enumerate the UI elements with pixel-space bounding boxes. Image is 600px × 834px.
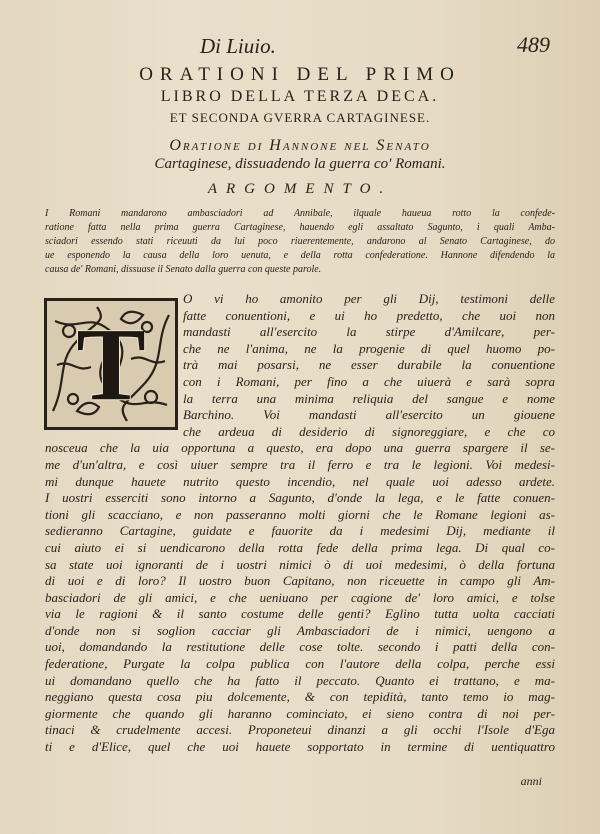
heading-line-3: ET SECONDA GVERRA CARTAGINESE. bbox=[169, 110, 431, 125]
body-line: che ne l'anima, ne la progenie di quel huomo po- bbox=[183, 340, 555, 356]
body-line: con i Romani, per fino a che uiuerà e sarà sopra bbox=[183, 373, 555, 389]
argument-summary bbox=[45, 207, 555, 277]
body-line: nosceua che la uia opportuna a questo, era dopo una guerra spargere il se- bbox=[45, 440, 555, 456]
oration-title bbox=[40, 136, 560, 174]
summary-line: causa de' Romani, dissuase il Senato dalla guerra con queste parole. bbox=[45, 264, 322, 275]
oration-title-line-1: Oratione di Hannone nel Senato bbox=[169, 137, 431, 154]
summary-line: I Romani mandarono ambasciadori ad Annibale, ilquale haueua rotto la confede- bbox=[45, 208, 555, 219]
oration-body bbox=[45, 291, 555, 756]
body-line: d'onde non si soglion cacciar gli Ambasciadori de i nimici, uengono a bbox=[45, 622, 555, 638]
body-line: sa state uoi ignoranti de i uostri nimici ò di uoi medesimi, ò della fortuna bbox=[45, 556, 555, 572]
body-line: cui aiuto ei si uendicarono della rotta fede della prima lega. Di qual co- bbox=[45, 539, 555, 555]
body-line: basciadori de gli amici, e che ueniuano per cagione de' loro amici, e tolse bbox=[45, 589, 555, 605]
argomento-heading: ARGOMENTO. bbox=[207, 181, 393, 197]
body-line: uoi, domandando la restitutione delle cose tolte. secondo i patti della con- bbox=[45, 639, 555, 655]
summary-line: ratione fatta nella prima guerra Cartaginese, hauendo egli assaltato Sagunto, i quali Amba- bbox=[45, 222, 555, 233]
summary-line: ue esponendo la causa della loro uenuta, e della rotta confederatione. Hannone difendendo la bbox=[45, 250, 555, 261]
heading-line-2: LIBRO DELLA TERZA DECA. bbox=[160, 88, 440, 105]
running-head-title: Di Liuio. bbox=[200, 34, 276, 58]
body-line: tioni gli scacciano, e non passeranno molti giorni che le Romane legioni as- bbox=[45, 506, 555, 522]
summary-line: sciadori essendo stati riceuuti da lui poco riuerentemente, andarono al Senato Cartaginese, do bbox=[45, 236, 555, 247]
heading-line-1: ORATIONI DEL PRIMO bbox=[139, 64, 461, 85]
running-head bbox=[40, 30, 560, 58]
body-line: O vi ho amonito per gli Dij, testimoni delle bbox=[183, 291, 555, 306]
oration-title-line-2: Cartaginese, dissuadendo la guerra co' Romani. bbox=[154, 156, 446, 172]
body-line: mandasti all'esercito la stirpe d'Amilcare, per- bbox=[183, 324, 555, 340]
body-line: che ardeua di desiderio di signoreggiare, e che co bbox=[183, 423, 555, 439]
body-line: federatione, Purgate la colpa publica con l'autore della colpa, perche essi bbox=[45, 656, 555, 672]
body-line: mi dunque hauete nutrito questo incendio, nel quale uoi adesso ardete. bbox=[45, 473, 555, 489]
body-line: fatte conuentioni, e ui ho predetto, che uoi non bbox=[183, 307, 555, 323]
body-line: Barchino. Voi mandasti all'esercito un giouene bbox=[183, 407, 555, 423]
page-number: 489 bbox=[517, 32, 550, 57]
body-line: sedieranno Cartagine, guidate e fauorite da i medesimi Dij, mediante il bbox=[45, 523, 555, 539]
body-line: giormente che quando gli haranno cominciato, ei sieno contra di noi per- bbox=[45, 705, 555, 721]
body-line: la terra una minima reliquia del sangue e nome bbox=[183, 390, 555, 406]
catchword: anni bbox=[520, 774, 542, 788]
body-line: tinaci & crudelmente accesi. Proponeteui dinanzi a gli occhi l'Isole d'Ega bbox=[45, 722, 555, 738]
body-line: ui domandano quello che ha fatto il peccato. Quanto ei trattano, e ma- bbox=[45, 672, 555, 688]
body-line: trà mai posarsi, ne esser durabile la conuentione bbox=[183, 357, 555, 373]
body-line: me d'un'altra, e così uiuer sempre tra il ferro e tra le legioni. Voi medesi- bbox=[45, 456, 555, 472]
body-line: ti e d'Elice, quel che uoi hauete sopportato in termine di uentiquattro bbox=[45, 739, 555, 755]
body-line: neggiano questa cosa piu dolcemente, & con tepidità, tanto temo io mag- bbox=[45, 689, 555, 705]
body-line: via le ragioni & il santo costume delle genti? Eglino tutta uolta cacciati bbox=[45, 606, 555, 622]
body-line: di uoi e di loro? Il uostro buon Capitano, non riceuette in campo gli Am- bbox=[45, 573, 555, 589]
initial-letter: T bbox=[76, 306, 146, 422]
body-line: I uostri esserciti sono intorno a Sagunto, d'onde la lega, e le fatte conuen- bbox=[45, 490, 555, 506]
